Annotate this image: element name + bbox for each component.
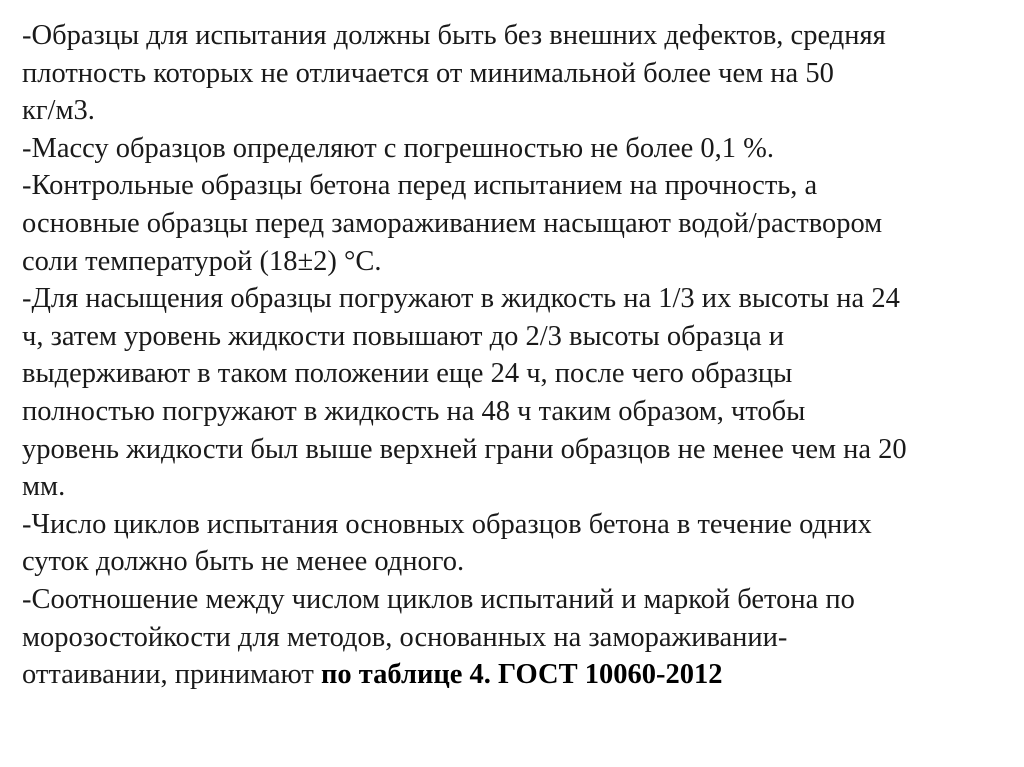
gost-reference: по таблице 4. ГОСТ 10060-2012 xyxy=(321,659,723,691)
text-line: -Массу образцов определяют с погрешностью не более 0,1 %. xyxy=(22,132,774,164)
text-line: -Число циклов испытания основных образцов бетона в течение одних xyxy=(22,508,872,540)
text-line: уровень жидкости был выше верхней грани образцов не менее чем на 20 xyxy=(22,433,907,465)
text-line: -Контрольные образцы бетона перед испытанием на прочность, а xyxy=(22,170,818,202)
paragraph-saturation-procedure xyxy=(22,280,1012,506)
text-line: соли температурой (18±2) °С. xyxy=(22,245,382,277)
text-line: кг/м3. xyxy=(22,95,95,127)
text-line: -Для насыщения образцы погружают в жидкость на 1/3 их высоты на 24 xyxy=(22,283,900,315)
text-line: ч, затем уровень жидкости повышают до 2/3 высоты образца и xyxy=(22,320,785,352)
text-line: плотность которых не отличается от минимальной более чем на 50 xyxy=(22,57,834,89)
text-line: основные образцы перед замораживанием насыщают водой/раствором xyxy=(22,207,883,239)
text-line-final xyxy=(22,656,1012,694)
text-line: выдерживают в таком положении еще 24 ч, после чего образцы xyxy=(22,358,793,390)
text-line: полностью погружают в жидкость на 48 ч таким образом, чтобы xyxy=(22,395,806,427)
paragraph-sample-requirements xyxy=(22,17,1012,130)
paragraph-mass-accuracy xyxy=(22,130,1012,168)
paragraph-frost-resistance-ratio xyxy=(22,581,1012,694)
text-line: мм. xyxy=(22,471,66,503)
text-line: суток должно быть не менее одного. xyxy=(22,546,465,578)
text-line: -Образцы для испытания должны быть без внешних дефектов, средняя xyxy=(22,20,886,51)
text-line: -Соотношение между числом циклов испытаний и маркой бетона по xyxy=(22,583,855,615)
document-text xyxy=(22,17,1012,694)
text-line: морозостойкости для методов, основанных на замораживании- xyxy=(22,621,788,653)
paragraph-saturation-temperature xyxy=(22,167,1012,280)
paragraph-cycles-per-day xyxy=(22,506,1012,581)
text-line-prefix: оттаивании, принимают xyxy=(22,659,322,691)
